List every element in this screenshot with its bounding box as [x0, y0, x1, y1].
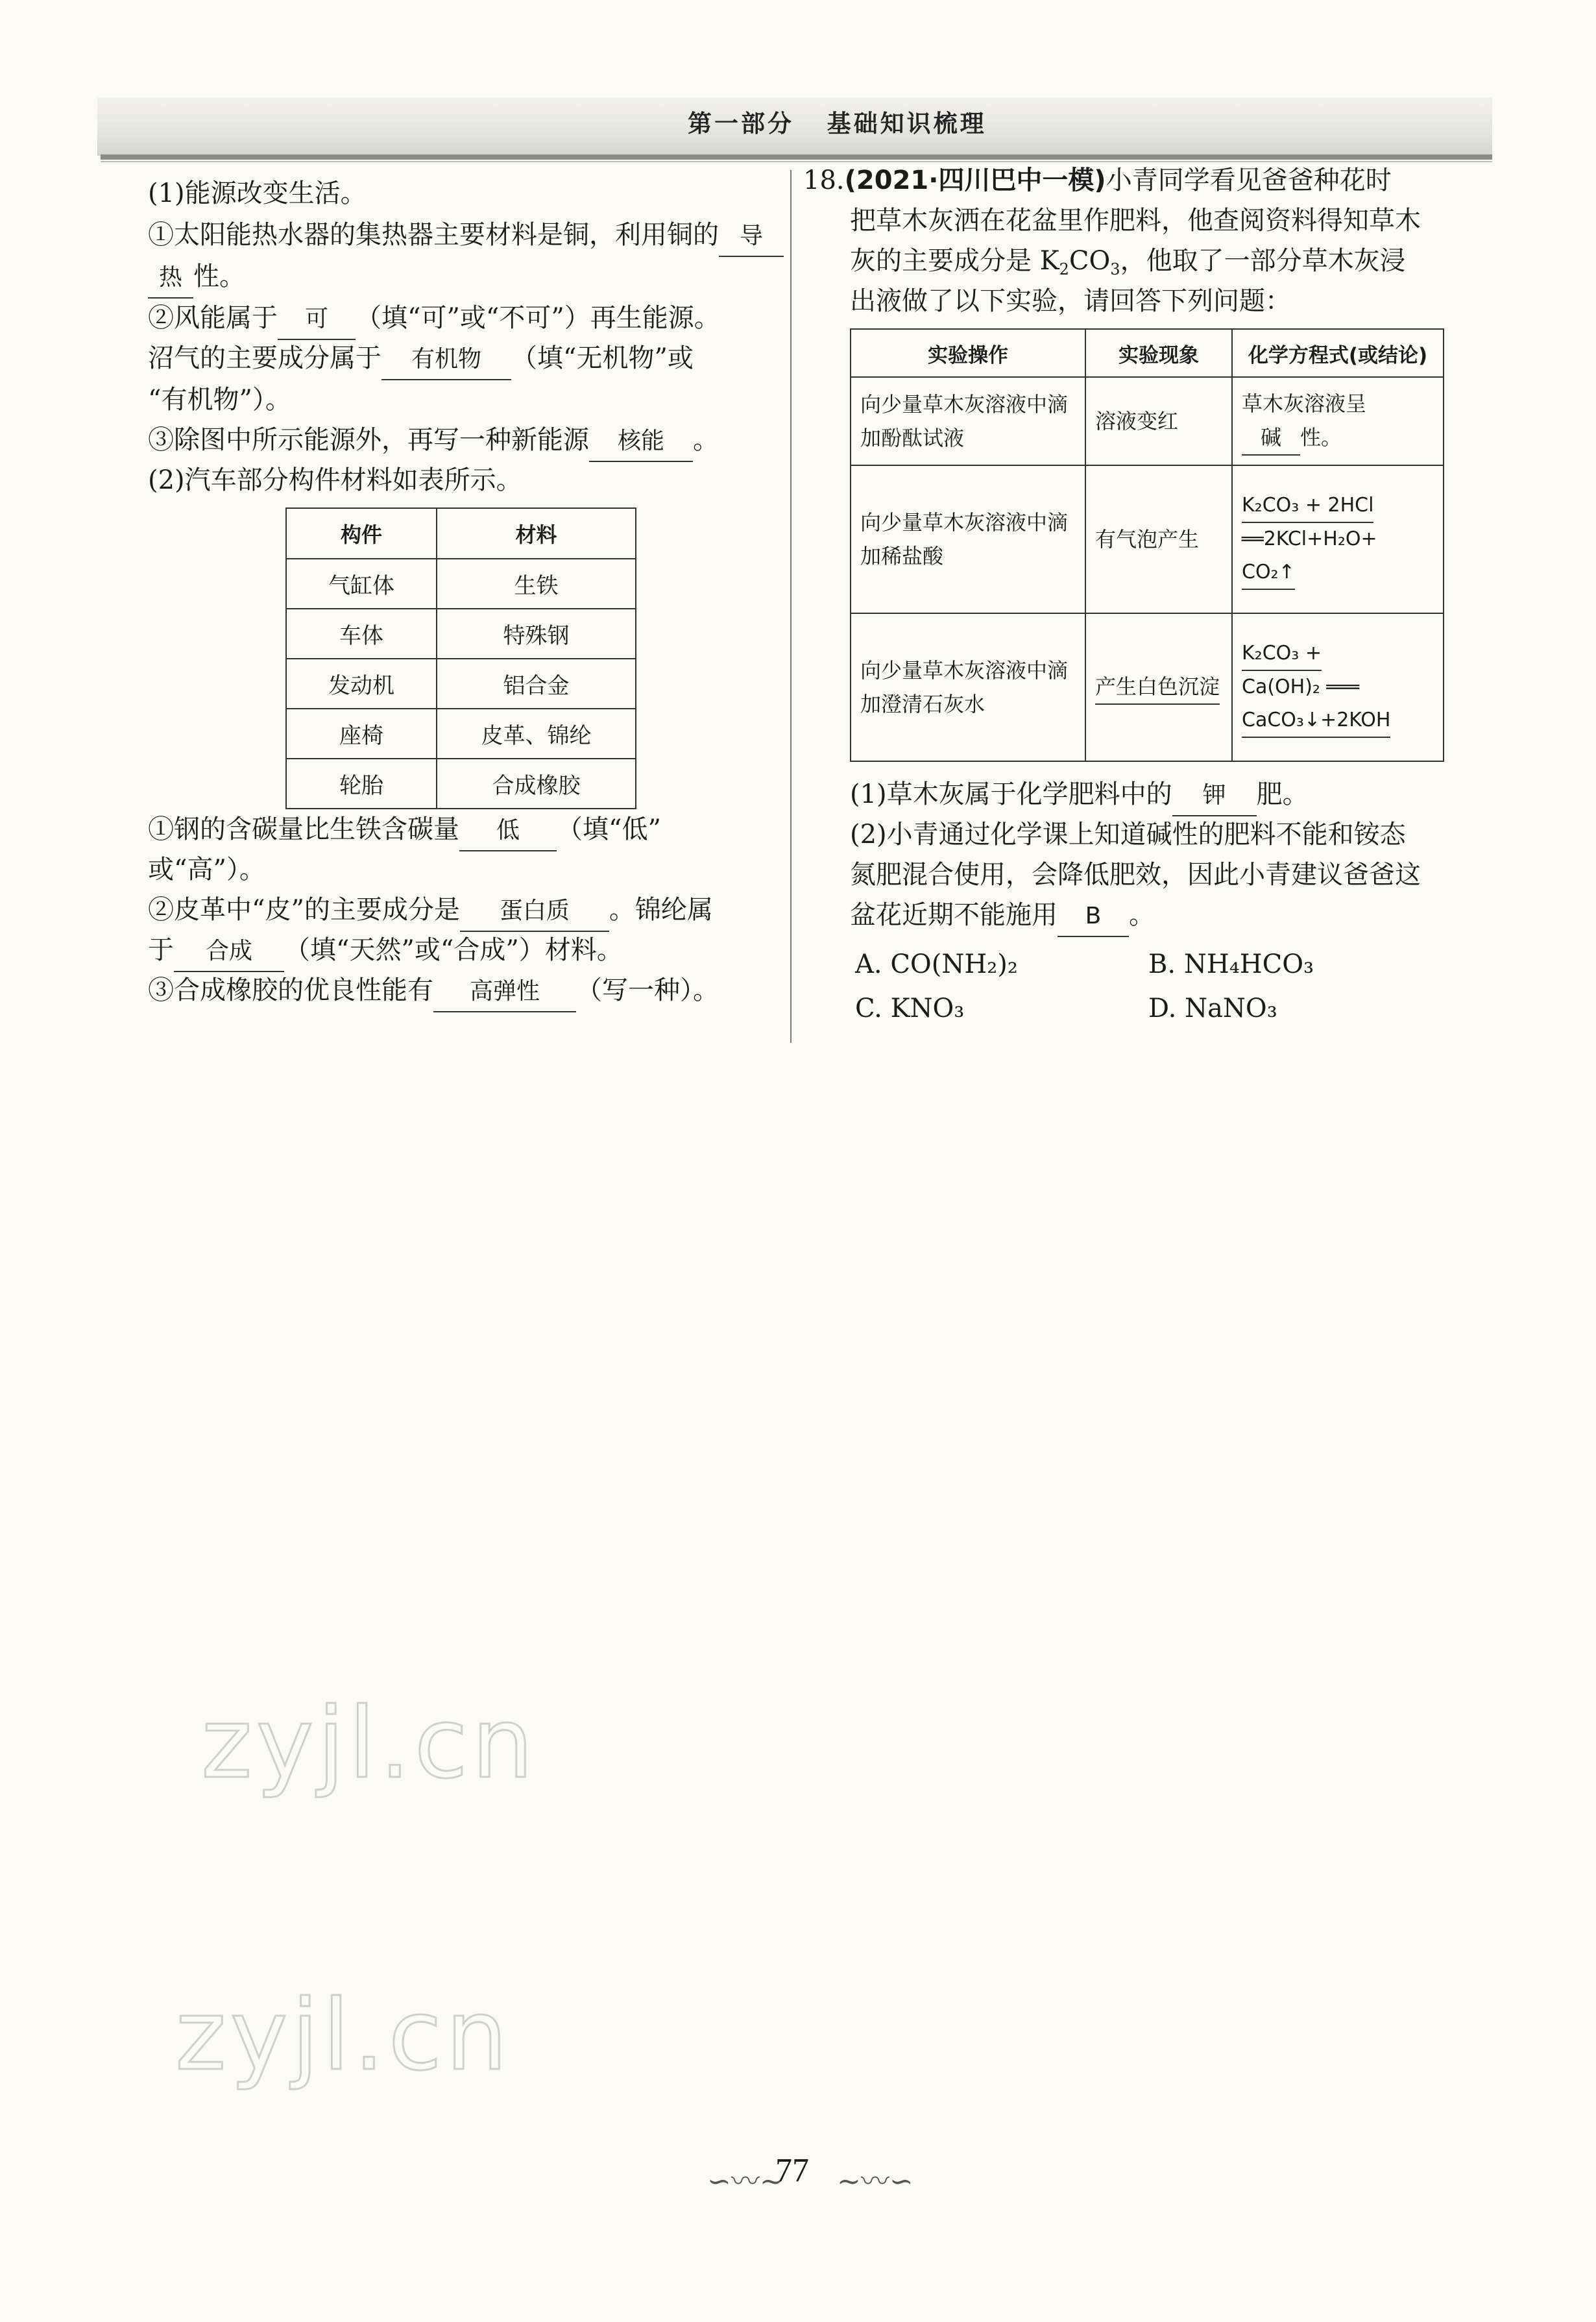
- text-line: [148, 215, 784, 257]
- table-header: 构件: [286, 508, 437, 559]
- text-span: 性。: [193, 262, 245, 291]
- table-row: [286, 559, 636, 609]
- table-cell: 溶液变红: [1085, 377, 1232, 465]
- text-span: 沼气的主要成分属于: [148, 343, 381, 373]
- left-ornament-icon: ∽〰~: [707, 2165, 784, 2198]
- equation-line: K₂CO₃ +: [1242, 637, 1322, 671]
- table-cell: 向少量草木灰溶液中滴加澄清石灰水: [851, 613, 1085, 761]
- table-cell: 座椅: [286, 709, 437, 759]
- equation-line: Ca(OH)₂ ═══: [1242, 676, 1360, 698]
- table-cell: 铝合金: [437, 659, 636, 709]
- text-span: (1)草木灰属于化学肥料中的: [850, 779, 1172, 809]
- column-divider: [790, 170, 792, 1043]
- watermark: zyjl.cn: [201, 1687, 538, 1800]
- answer-blank: 产生白色沉淀: [1095, 670, 1220, 705]
- subscript: 3: [1110, 260, 1120, 278]
- answer-blank: 合成: [174, 932, 284, 972]
- table-cell: [1232, 377, 1444, 465]
- text-line: “有机物”）。: [148, 385, 291, 415]
- text-span: ③除图中所示能源外，再写一种新能源: [148, 425, 589, 455]
- table-cell: 车体: [286, 609, 437, 659]
- text-span: 小青同学看见爸爸种花时: [1106, 165, 1392, 195]
- answer-blank: 低: [459, 811, 557, 851]
- text-line: 出液做了以下实验，请回答下列问题：: [850, 286, 1291, 316]
- table-cell: 有气泡产生: [1085, 465, 1232, 613]
- text-line: [850, 775, 1309, 816]
- text-span: 。: [1129, 900, 1155, 930]
- materials-table: [285, 507, 636, 809]
- table-cell: 特殊钢: [437, 609, 636, 659]
- table-cell: [1232, 465, 1444, 613]
- equation-line: K₂CO₃ + 2HCl: [1242, 489, 1373, 523]
- answer-blank: 导: [719, 217, 784, 257]
- text-span: 肥。: [1256, 779, 1309, 809]
- table-cell: 发动机: [286, 659, 437, 709]
- table-cell: 皮革、锦纶: [437, 709, 636, 759]
- table-row: [286, 709, 636, 759]
- watermark: zyjl.cn: [175, 1979, 512, 2092]
- text-line: [148, 257, 245, 299]
- table-header: 实验现象: [1085, 329, 1232, 377]
- text-line: [148, 421, 719, 462]
- table-cell: [1232, 613, 1444, 761]
- table-cell: [1085, 613, 1232, 761]
- text-span: （填“可”或“不可”）再生能源。: [356, 303, 720, 333]
- header-rule: [101, 154, 1492, 160]
- option-b: B. NH₄HCO₃: [1148, 949, 1314, 979]
- text-line: (2)汽车部分构件材料如表所示。: [148, 465, 522, 495]
- table-cell: 向少量草木灰溶液中滴加稀盐酸: [851, 465, 1085, 613]
- table-row: [851, 613, 1444, 761]
- table-header: 材料: [437, 508, 636, 559]
- table-cell: 生铁: [437, 559, 636, 609]
- text-span: （填“低”: [557, 814, 661, 844]
- text-span: 盆花近期不能施用: [850, 900, 1058, 930]
- text-line: 把草木灰洒在花盆里作肥料，他查阅资料得知草木: [850, 206, 1421, 236]
- text-line: [850, 896, 1155, 937]
- table-header: 实验操作: [851, 329, 1085, 377]
- question-source: (2021·四川巴中一模): [844, 165, 1106, 195]
- text-line: [148, 339, 694, 380]
- text-span: ，他取了一部分草木灰浸: [1120, 246, 1406, 276]
- answer-blank: 碱: [1242, 421, 1300, 456]
- table-cell: 合成橡胶: [437, 759, 636, 809]
- table-row: [286, 609, 636, 659]
- text-line: [148, 890, 713, 932]
- table-cell: 气缸体: [286, 559, 437, 609]
- text-span: 性。: [1300, 425, 1342, 450]
- experiment-table: [850, 328, 1444, 762]
- text-span: （填“天然”或“合成”）材料。: [284, 935, 623, 965]
- table-header: 化学方程式(或结论): [1232, 329, 1444, 377]
- text-line: [148, 971, 719, 1012]
- text-span: Ca(OH)₂: [1242, 676, 1320, 698]
- text-span: 2KCl+H₂O+: [1263, 528, 1377, 550]
- table-row: [851, 465, 1444, 613]
- right-ornament-icon: ~〰∽: [837, 2165, 913, 2198]
- text-span: ①钢的含碳量比生铁含碳量: [148, 814, 459, 844]
- table-cell: 轮胎: [286, 759, 437, 809]
- text-line: (1)能源改变生活。: [148, 178, 367, 208]
- text-line: [148, 810, 661, 851]
- text-line: [148, 299, 720, 340]
- table-row: [851, 377, 1444, 465]
- text-span: 草木灰溶液呈: [1242, 391, 1367, 416]
- answer-blank: 蛋白质: [460, 892, 609, 932]
- equation-line: ══2KCl+H₂O+: [1242, 528, 1377, 550]
- header-title: 第一部分 基础知识梳理: [688, 110, 987, 138]
- text-line: 或“高”）。: [148, 855, 265, 885]
- answer-blank: 钾: [1172, 776, 1257, 816]
- answer-blank: B: [1058, 897, 1129, 937]
- equation-line: CO₂↑: [1242, 556, 1295, 590]
- text-line: [148, 931, 623, 972]
- text-span: ①太阳能热水器的集热器主要材料是铜，利用铜的: [148, 220, 719, 250]
- text-span: （填“无机物”或: [511, 343, 694, 373]
- answer-blank: 可: [278, 300, 356, 340]
- subscript: 2: [1059, 260, 1069, 278]
- text-span: ②皮革中“皮”的主要成分是: [148, 895, 460, 925]
- text-span: 。: [693, 425, 719, 455]
- text-span: CO: [1069, 246, 1111, 276]
- text-span: ③合成橡胶的优良性能有: [148, 975, 433, 1005]
- answer-blank: 核能: [589, 422, 693, 462]
- answer-blank: 高弹性: [433, 972, 576, 1012]
- answer-blank: 热: [148, 258, 193, 299]
- option-a: A. CO(NH₂)₂: [855, 949, 1018, 979]
- page-number: 77: [775, 2152, 809, 2189]
- text-span: （写一种）。: [576, 975, 719, 1005]
- text-line: 氮肥混合使用，会降低肥效，因此小青建议爸爸这: [850, 860, 1421, 890]
- text-line: (2)小青通过化学课上知道碱性的肥料不能和铵态: [850, 820, 1406, 849]
- option-d: D. NaNO₃: [1148, 994, 1277, 1023]
- table-row: [286, 759, 636, 809]
- text-span: 于: [148, 935, 174, 965]
- question-number: 18.: [803, 165, 845, 195]
- option-c: C. KNO₃: [855, 994, 965, 1023]
- question-18-line: [803, 161, 1392, 200]
- table-cell: 向少量草木灰溶液中滴加酚酞试液: [851, 377, 1085, 465]
- text-span: 灰的主要成分是 K: [850, 246, 1059, 276]
- text-span: 。锦纶属: [609, 895, 713, 925]
- equation-line: CaCO₃↓+2KOH: [1242, 704, 1390, 738]
- answer-blank: 有机物: [381, 340, 511, 380]
- text-span: ②风能属于: [148, 303, 278, 333]
- table-row: [286, 659, 636, 709]
